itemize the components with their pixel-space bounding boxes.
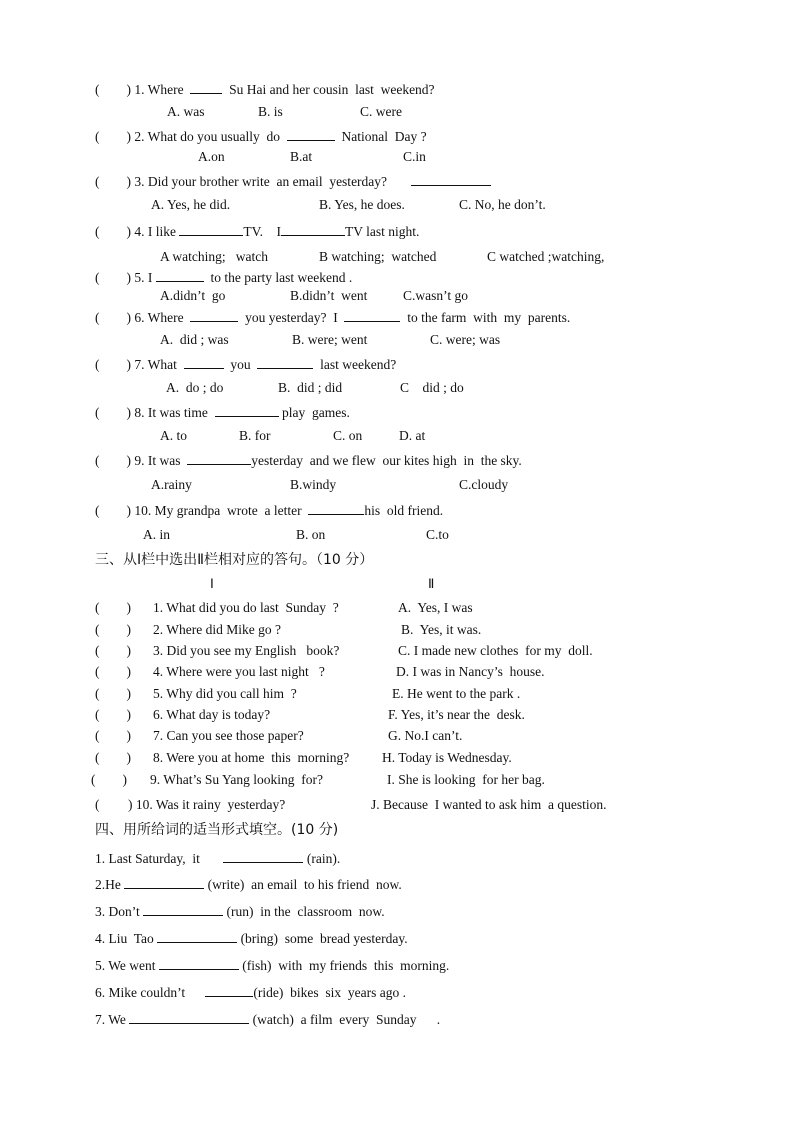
option-c: C. No, he don’t.: [459, 197, 546, 212]
section-4-title: 四、用所给词的适当形式填空。(10 分): [95, 822, 339, 838]
question-text: ) 1. Where: [126, 82, 184, 97]
option-d: D. at: [399, 428, 426, 443]
match-answer: H. Today is Wednesday.: [382, 750, 512, 765]
option-c: C. were: [360, 104, 402, 119]
option-b: B. on: [296, 527, 326, 542]
option-c: C. on: [333, 428, 363, 443]
match-question: 9. What’s Su Yang looking for?: [150, 772, 324, 787]
question-text: ) 9. It was: [126, 453, 181, 468]
question-text: TV.: [243, 224, 264, 239]
option-b: B. did ; did: [278, 380, 343, 395]
question-text: ) 6. Where: [126, 310, 184, 325]
answer-blank[interactable]: [156, 269, 204, 282]
option-b: B watching; watched: [319, 249, 437, 264]
section-3-title: 三、从Ⅰ栏中选出Ⅱ栏相对应的答句。（10 分）: [95, 552, 374, 568]
option-b: B.windy: [290, 477, 337, 492]
match-question: 7. Can you see those paper?: [153, 728, 304, 743]
option-a: A. was: [167, 104, 205, 119]
answer-blank[interactable]: [143, 903, 223, 916]
answer-blank[interactable]: [179, 223, 243, 236]
option-a: A. to: [160, 428, 187, 443]
answer-blank[interactable]: [205, 984, 253, 997]
question-text: to the party last weekend .: [210, 270, 353, 285]
match-answer: C. I made new clothes for my doll.: [398, 643, 593, 658]
fill-item-7: 7. We (watch) a film every Sunday .: [95, 1012, 441, 1027]
answer-blank[interactable]: [411, 173, 491, 186]
match-answer: D. I was in Nancy’s house.: [396, 664, 545, 679]
question-text: TV last night.: [345, 224, 420, 239]
option-b: B. is: [258, 104, 283, 119]
match-answer: A. Yes, I was: [398, 600, 473, 615]
question-text: National Day ?: [341, 129, 427, 144]
answer-blank[interactable]: [129, 1011, 249, 1024]
question-text: his old friend.: [364, 503, 444, 518]
option-a: A.didn’t go: [160, 288, 226, 303]
question-text: ) 10. My grandpa wrote a letter: [126, 503, 302, 518]
option-a: A. did ; was: [160, 332, 229, 347]
option-b: B. Yes, he does.: [319, 197, 405, 212]
answer-blank[interactable]: [190, 309, 238, 322]
question-text: you yesterday? I: [245, 310, 338, 325]
match-question: 4. Where were you last night ?: [153, 664, 325, 679]
question-text: you: [230, 357, 251, 372]
option-c: C.cloudy: [459, 477, 509, 492]
option-c: C did ; do: [400, 380, 464, 395]
fill-item-4: 4. Liu Tao (bring) some bread yesterday.: [95, 931, 408, 946]
answer-blank[interactable]: [287, 128, 335, 141]
fill-item-3: 3. Don’t (run) in the classroom now.: [95, 904, 385, 919]
match-answer: I. She is looking for her bag.: [387, 772, 545, 787]
match-answer: J. Because I wanted to ask him a question.: [371, 797, 607, 812]
match-question: 8. Were you at home this morning?: [153, 750, 350, 765]
option-c: C.in: [403, 149, 426, 164]
question-text: ) 7. What: [126, 357, 177, 372]
answer-blank[interactable]: [344, 309, 400, 322]
option-b: B.didn’t went: [290, 288, 368, 303]
question-text: I: [276, 224, 282, 239]
answer-blank[interactable]: [215, 404, 279, 417]
question-text: ) 4. I like: [126, 224, 176, 239]
column-1-label: Ⅰ: [210, 576, 214, 591]
question-text: yesterday and we flew our kites high in the sky.: [251, 453, 522, 468]
option-a: A.on: [198, 149, 225, 164]
answer-blank[interactable]: [190, 81, 222, 94]
question-text: ) 2. What do you usually do: [126, 129, 280, 144]
question-text: ) 8. It was time: [126, 405, 208, 420]
option-c: C.wasn’t go: [403, 288, 469, 303]
answer-blank[interactable]: [281, 223, 345, 236]
match-question: 1. What did you do last Sunday ?: [153, 600, 339, 615]
answer-blank[interactable]: [223, 850, 303, 863]
question-text: ) 3. Did your brother write an email yesterday?: [126, 174, 388, 189]
question-text: last weekend?: [320, 357, 397, 372]
answer-blank[interactable]: [157, 930, 237, 943]
option-b: B. were; went: [292, 332, 368, 347]
answer-blank[interactable]: [308, 502, 364, 515]
answer-blank[interactable]: [187, 452, 251, 465]
match-question: 5. Why did you call him ?: [153, 686, 297, 701]
question-text: ) 5. I: [126, 270, 153, 285]
column-2-label: Ⅱ: [428, 576, 435, 591]
question-text: Su Hai and her cousin last weekend?: [229, 82, 435, 97]
option-a: A. Yes, he did.: [151, 197, 231, 212]
option-a: A. in: [143, 527, 170, 542]
answer-blank[interactable]: [257, 356, 313, 369]
match-question: 6. What day is today?: [153, 707, 271, 722]
option-a: A watching; watch: [160, 249, 268, 264]
option-c: C.to: [426, 527, 449, 542]
question-text: to the farm with my parents.: [407, 310, 571, 325]
fill-item-1: 1. Last Saturday, it (rain).: [95, 851, 341, 866]
option-a: A. do ; do: [166, 380, 224, 395]
option-b: B. for: [239, 428, 271, 443]
match-question: 3. Did you see my English book?: [153, 643, 340, 658]
fill-item-6: 6. Mike couldn’t (ride) bikes six years ago .: [95, 985, 406, 1000]
match-answer: E. He went to the park .: [392, 686, 521, 701]
answer-blank[interactable]: [159, 957, 239, 970]
match-question: ) 10. Was it rainy yesterday?: [128, 797, 286, 812]
option-c: C watched ;watching,: [487, 249, 605, 264]
answer-blank[interactable]: [124, 876, 204, 889]
match-question: 2. Where did Mike go ?: [153, 622, 281, 637]
fill-item-2: 2.He (write) an email to his friend now.: [95, 877, 402, 892]
answer-blank[interactable]: [184, 356, 224, 369]
option-a: A.rainy: [151, 477, 192, 492]
question-text: play games.: [281, 405, 350, 420]
match-answer: G. No.I can’t.: [388, 728, 463, 743]
match-answer: B. Yes, it was.: [401, 622, 482, 637]
option-c: C. were; was: [430, 332, 501, 347]
match-answer: F. Yes, it’s near the desk.: [388, 707, 525, 722]
option-b: B.at: [290, 149, 313, 164]
fill-item-5: 5. We went (fish) with my friends this morning.: [95, 958, 450, 973]
